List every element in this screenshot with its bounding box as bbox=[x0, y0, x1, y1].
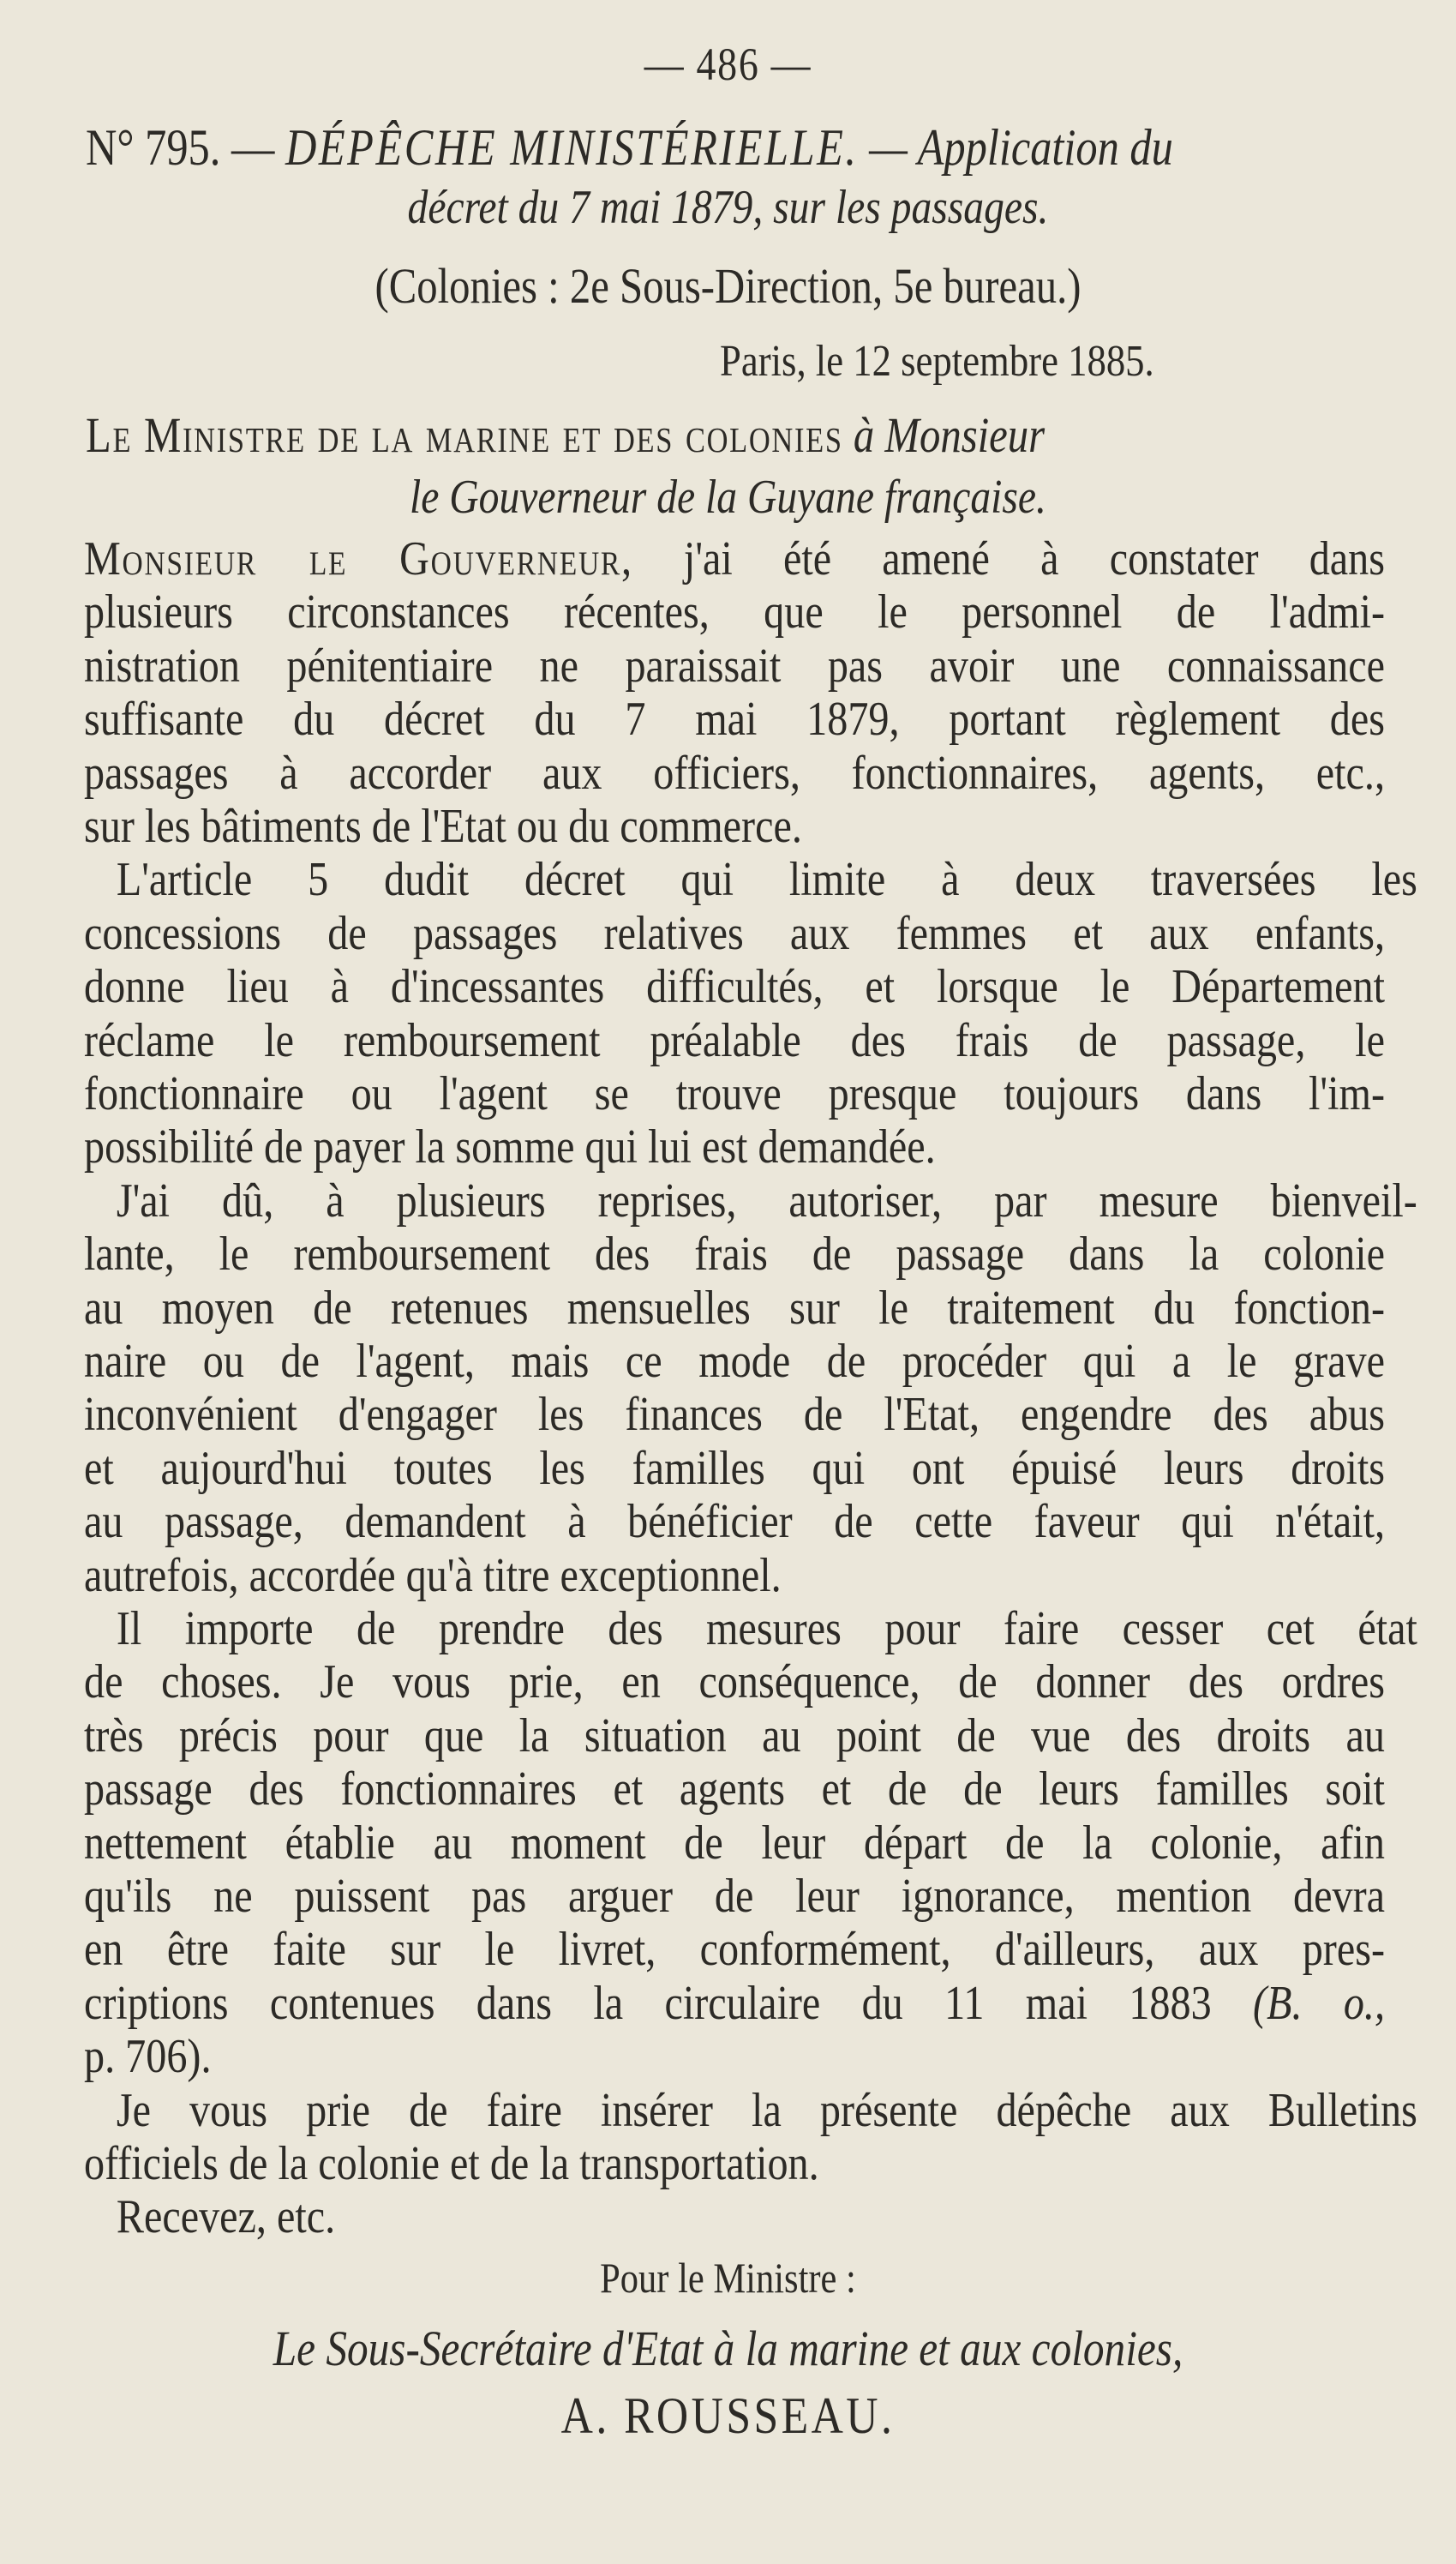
body-line bbox=[84, 1120, 1385, 1174]
doc-type: DÉPÊCHE MINISTÉRIELLE. bbox=[285, 119, 859, 176]
body-line bbox=[84, 585, 1385, 639]
body-line bbox=[84, 1013, 1385, 1067]
body-line bbox=[84, 1228, 1385, 1282]
body-line bbox=[84, 2190, 1385, 2244]
body-text: suffisante du décret du 7 mai 1879, portant règlement des bbox=[84, 693, 1385, 747]
body-text: passages à accorder aux officiers, fonctionnaires, agents, etc., bbox=[84, 746, 1385, 800]
body-line bbox=[84, 1548, 1385, 1602]
signature-name: A. ROUSSEAU. bbox=[560, 2387, 896, 2444]
body-text: p. 706). bbox=[84, 2030, 212, 2084]
body-text: au moyen de retenues mensuelles sur le traitement du fonction- bbox=[84, 1281, 1385, 1335]
body-line bbox=[84, 1816, 1385, 1870]
body-line bbox=[84, 1870, 1385, 1923]
body-line bbox=[84, 1281, 1385, 1335]
body-line bbox=[84, 1495, 1385, 1549]
doc-subject: — Application du bbox=[858, 119, 1173, 176]
body-line bbox=[84, 1067, 1385, 1120]
salutation: Monsieur le Gouverneur, bbox=[84, 532, 633, 585]
body-text: Recevez, etc. bbox=[116, 2190, 336, 2244]
citation: (B. o., bbox=[1211, 1976, 1385, 2030]
body-text: de choses. Je vous prie, en conséquence, de donner des ordres bbox=[84, 1655, 1385, 1709]
signature-pour: Pour le Ministre : bbox=[600, 2254, 856, 2302]
body-text: inconvénient d'engager les finances de l'Etat, engendre des abus bbox=[84, 1388, 1385, 1442]
body-line bbox=[84, 1923, 1385, 1977]
body-text: et aujourd'hui toutes les familles qui ont épuisé leurs droits bbox=[84, 1441, 1385, 1495]
body-text: naire ou de l'agent, mais ce mode de procéder qui a le grave bbox=[84, 1335, 1385, 1388]
page-number: — 486 — bbox=[644, 39, 812, 90]
body-line bbox=[84, 906, 1385, 960]
body-text: autrefois, accordée qu'à titre exceptionnel. bbox=[84, 1548, 782, 1602]
body-line bbox=[84, 1976, 1385, 2030]
body-line bbox=[84, 2137, 1385, 2190]
body-text: fonctionnaire ou l'agent se trouve presque toujours dans l'im- bbox=[84, 1067, 1385, 1120]
body-line bbox=[84, 1602, 1417, 1655]
body-text: J'ai dû, à plusieurs reprises, autoriser, par mesure bienveil- bbox=[116, 1174, 1417, 1228]
place-date: Paris, le 12 septembre 1885. bbox=[720, 337, 1154, 386]
body-text: nettement établie au moment de leur départ de la colonie, afin bbox=[84, 1816, 1385, 1870]
body-text: très précis pour que la situation au point de vue des droits au bbox=[84, 1708, 1385, 1762]
body-text: lante, le remboursement des frais de passage dans la colonie bbox=[84, 1228, 1385, 1282]
body-text: possibilité de payer la somme qui lui est demandée. bbox=[84, 1120, 936, 1174]
body-line bbox=[84, 1708, 1385, 1762]
body-line bbox=[84, 1335, 1385, 1388]
addressee-recipient: à Monsieur bbox=[842, 407, 1046, 463]
body-line bbox=[84, 746, 1385, 800]
body-text: nistration pénitentiaire ne paraissait pas avoir une connaissance bbox=[84, 639, 1385, 693]
body-line bbox=[84, 693, 1385, 747]
body-line bbox=[84, 2030, 1385, 2084]
body-line bbox=[84, 2083, 1417, 2137]
body-text: donne lieu à d'incessantes difficultés, et lorsque le Département bbox=[84, 960, 1385, 1014]
body-line bbox=[84, 1762, 1385, 1816]
addressee-line2: le Gouverneur de la Guyane française. bbox=[410, 471, 1046, 524]
body-line bbox=[84, 960, 1385, 1014]
body-text: réclame le remboursement préalable des frais de passage, le bbox=[84, 1013, 1385, 1067]
signature-title: Le Sous-Secrétaire d'Etat à la marine et aux colonies, bbox=[273, 2321, 1183, 2376]
body-line bbox=[84, 1388, 1385, 1442]
body-text: Je vous prie de faire insérer la présente dépêche aux Bulletins bbox=[116, 2083, 1417, 2137]
body-text: plusieurs circonstances récentes, que le personnel de l'admi- bbox=[84, 585, 1385, 639]
doc-subject-line2: décret du 7 mai 1879, sur les passages. bbox=[407, 181, 1049, 234]
body-text: criptions contenues dans la circulaire du 11 mai 1883 bbox=[84, 1976, 1212, 2030]
body-text: Il importe de prendre des mesures pour faire cesser cet état bbox=[116, 1602, 1417, 1655]
body-text: L'article 5 dudit décret qui limite à deux traversées les bbox=[116, 853, 1417, 907]
body-text: qu'ils ne puissent pas arguer de leur ignorance, mention devra bbox=[84, 1870, 1385, 1923]
body-text: sur les bâtiments de l'Etat ou du commerce. bbox=[84, 800, 802, 853]
body-line bbox=[84, 1441, 1385, 1495]
body-text: au passage, demandent à bénéficier de cette faveur qui n'était, bbox=[84, 1495, 1385, 1549]
addressee-sender: Le Ministre de la marine et des colonies bbox=[86, 407, 843, 463]
document-heading bbox=[86, 118, 1208, 177]
doc-number: N° 795. — bbox=[86, 119, 285, 176]
body-line bbox=[84, 1655, 1385, 1709]
body-text: passage des fonctionnaires et agents et de de leurs familles soit bbox=[84, 1762, 1385, 1816]
body-line bbox=[84, 639, 1385, 693]
body-text: officiels de la colonie et de la transportation. bbox=[84, 2137, 819, 2190]
body-text: j'ai été amené à constater dans bbox=[632, 532, 1385, 585]
body-line bbox=[84, 853, 1417, 907]
body-text: en être faite sur le livret, conformément, d'ailleurs, aux pres- bbox=[84, 1923, 1385, 1977]
body-line bbox=[84, 1174, 1417, 1228]
body-line bbox=[84, 800, 1385, 853]
body-text: concessions de passages relatives aux femmes et aux enfants, bbox=[84, 906, 1385, 960]
body-line bbox=[84, 532, 1385, 585]
addressee-line1 bbox=[86, 406, 1180, 464]
service-line: (Colonies : 2e Sous-Direction, 5e bureau.) bbox=[374, 258, 1082, 314]
